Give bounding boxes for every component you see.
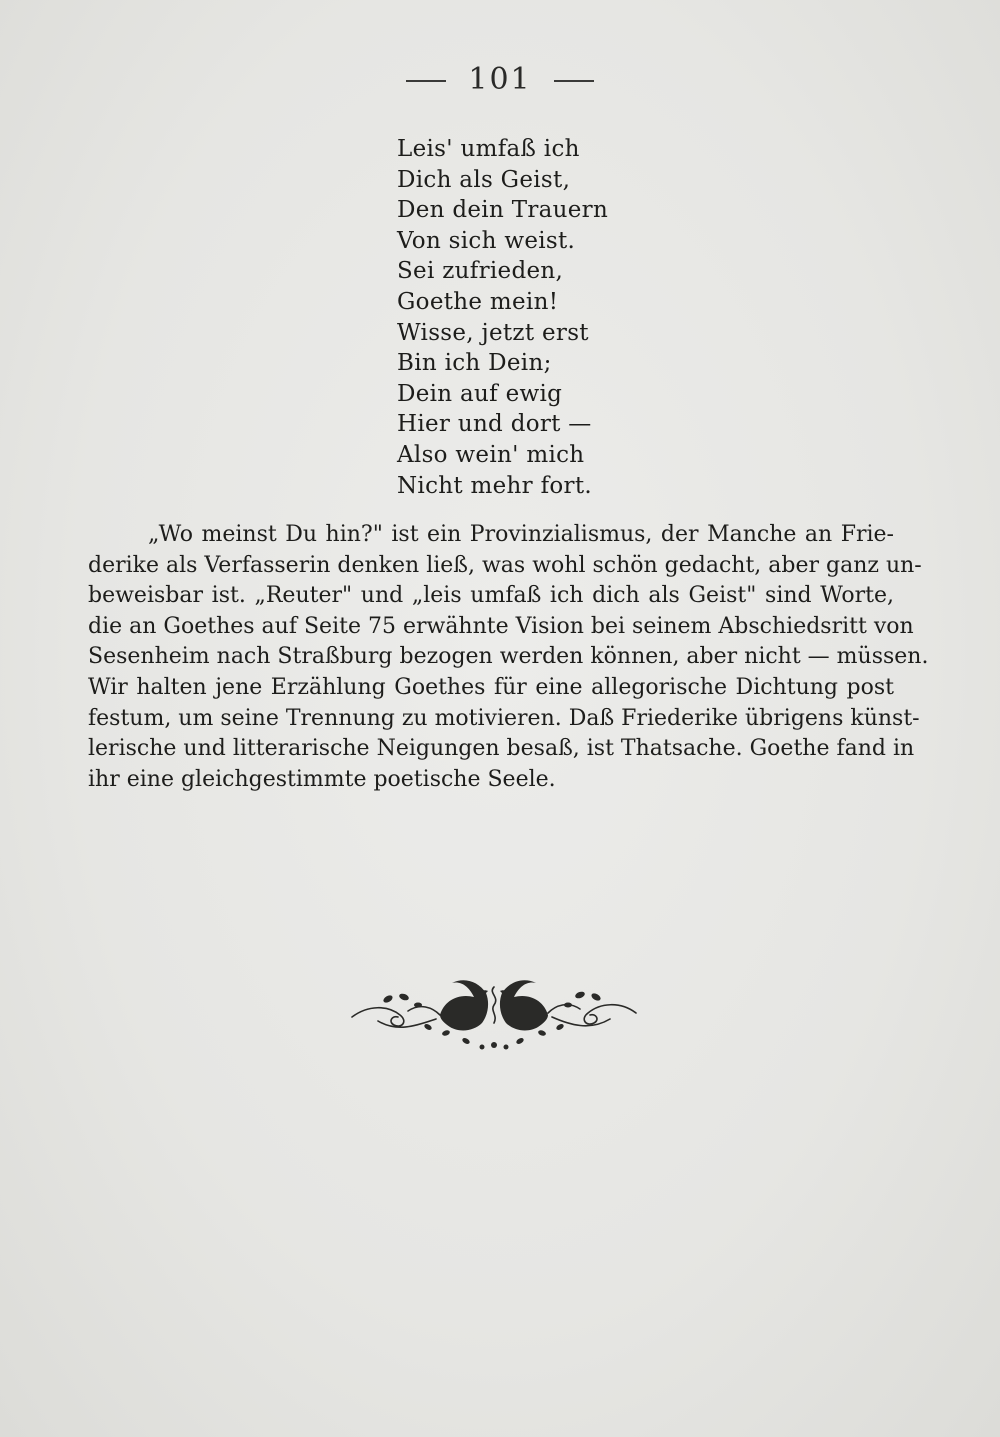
left-dash: [406, 80, 446, 82]
poem-line: Den dein Trauern: [397, 197, 609, 224]
poem-line: Dich als Geist,: [397, 166, 571, 193]
poem-line: Nicht mehr fort.: [397, 472, 592, 499]
poem-line: Goethe mein!: [397, 288, 559, 315]
poem-line: Bin ich Dein;: [397, 350, 552, 377]
prose-line: die an Goethes auf Seite 75 erwähnte Vision bei seinem Abschiedsritt von: [88, 613, 914, 639]
bird-vine-vignette-icon: [348, 975, 640, 1055]
page-number-header: [0, 62, 1000, 97]
prose-line: Sesenheim nach Straßburg bezogen werden können, aber nicht — müssen.: [88, 644, 929, 670]
poem: [397, 134, 697, 501]
poem-line: Hier und dort —: [397, 411, 592, 438]
poem-line: Wisse, jetzt erst: [397, 319, 589, 346]
prose-line: derike als Verfasserin denken ließ, was wohl schön gedacht, aber ganz un-: [88, 552, 922, 578]
prose-line: beweisbar ist. „Reuter" und „leis umfaß ich dich als Geist" sind Worte,: [88, 583, 894, 609]
prose-line: festum, um seine Trennung zu motivieren. Daß Friederike übrigens künst-: [88, 705, 920, 731]
page-number: 101: [468, 62, 532, 97]
prose-line: „Wo meinst Du hin?" ist ein Provinzialismus, der Manche an Frie-: [148, 522, 894, 547]
poem-line: Leis' umfaß ich: [397, 136, 580, 162]
poem-line: Dein auf ewig: [397, 380, 563, 407]
prose-line: lerische und litterarische Neigungen besaß, ist Thatsache. Goethe fand in: [88, 736, 915, 762]
poem-line: Also wein' mich: [397, 441, 585, 468]
right-dash: [554, 80, 594, 82]
prose-paragraph: [88, 520, 929, 795]
poem-line: Sei zufrieden,: [397, 258, 564, 285]
poem-line: Von sich weist.: [397, 227, 576, 254]
prose-line: Wir halten jene Erzählung Goethes für eine allegorische Dichtung post: [88, 674, 894, 700]
prose-line: ihr eine gleichgestimmte poetische Seele.: [88, 766, 556, 792]
